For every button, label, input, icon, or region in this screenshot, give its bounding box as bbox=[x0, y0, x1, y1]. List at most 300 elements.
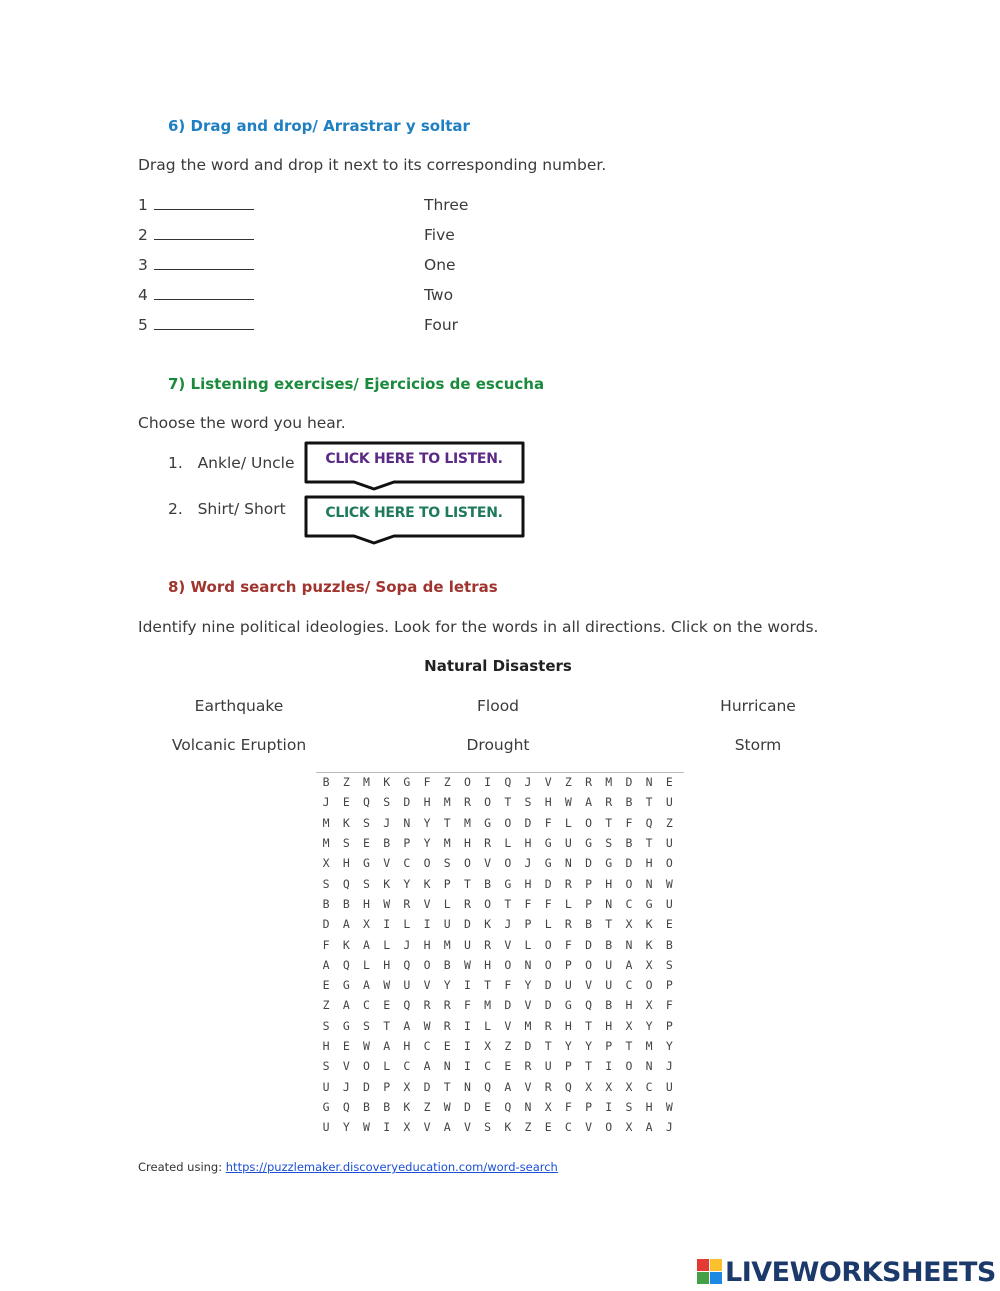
grid-letter[interactable]: N bbox=[403, 815, 411, 830]
grid-letter[interactable]: Q bbox=[585, 998, 592, 1013]
grid-letter[interactable]: H bbox=[625, 998, 633, 1013]
grid-letter[interactable]: S bbox=[524, 795, 532, 810]
grid-letter[interactable]: E bbox=[484, 1099, 492, 1114]
grid-letter[interactable]: D bbox=[625, 856, 633, 871]
grid-letter[interactable]: A bbox=[363, 937, 370, 952]
grid-letter[interactable]: G bbox=[322, 1099, 330, 1114]
grid-letter[interactable]: J bbox=[383, 815, 391, 830]
grid-letter[interactable]: T bbox=[645, 836, 653, 851]
grid-letter[interactable]: U bbox=[564, 978, 572, 993]
listen-button-2[interactable] bbox=[304, 495, 524, 535]
grid-letter[interactable]: R bbox=[484, 836, 492, 851]
grid-letter[interactable]: A bbox=[342, 917, 350, 932]
grid-letter[interactable]: M bbox=[605, 775, 613, 790]
grid-letter[interactable]: T bbox=[463, 876, 471, 891]
grid-letter[interactable]: M bbox=[443, 795, 451, 810]
grid-letter[interactable]: U bbox=[605, 978, 613, 993]
grid-letter[interactable]: R bbox=[605, 795, 613, 810]
grid-letter[interactable]: X bbox=[645, 998, 653, 1013]
grid-letter[interactable]: A bbox=[645, 1120, 653, 1135]
grid-letter[interactable]: X bbox=[544, 1099, 552, 1114]
grid-letter[interactable]: D bbox=[544, 876, 552, 891]
grid-letter[interactable]: R bbox=[423, 998, 431, 1013]
grid-letter[interactable]: D bbox=[625, 775, 633, 790]
grid-letter[interactable]: V bbox=[585, 978, 592, 993]
grid-letter[interactable]: L bbox=[443, 896, 451, 911]
grid-letter[interactable]: Q bbox=[403, 957, 411, 972]
grid-letter[interactable]: H bbox=[605, 876, 613, 891]
grid-letter[interactable]: H bbox=[342, 856, 350, 871]
grid-letter[interactable]: C bbox=[484, 1059, 492, 1074]
grid-letter[interactable]: H bbox=[645, 856, 653, 871]
grid-letter[interactable]: P bbox=[403, 836, 411, 851]
grid-letter[interactable]: I bbox=[383, 917, 391, 932]
grid-letter[interactable]: F bbox=[665, 998, 673, 1013]
grid-letter[interactable]: A bbox=[403, 1018, 411, 1033]
grid-letter[interactable]: I bbox=[463, 1018, 471, 1033]
grid-letter[interactable]: F bbox=[564, 937, 572, 952]
grid-letter[interactable]: B bbox=[383, 836, 391, 851]
grid-letter[interactable]: H bbox=[544, 795, 552, 810]
grid-letter[interactable]: R bbox=[544, 1018, 552, 1033]
grid-letter[interactable]: O bbox=[423, 957, 431, 972]
grid-letter[interactable]: D bbox=[585, 856, 592, 871]
grid-letter[interactable]: D bbox=[585, 937, 592, 952]
grid-letter[interactable]: O bbox=[484, 896, 492, 911]
grid-letter[interactable]: Q bbox=[342, 1099, 350, 1114]
grid-letter[interactable]: S bbox=[605, 836, 613, 851]
grid-letter[interactable]: N bbox=[463, 1079, 471, 1094]
grid-letter[interactable]: S bbox=[322, 1018, 330, 1033]
grid-letter[interactable]: U bbox=[665, 795, 673, 810]
grid-letter[interactable]: V bbox=[504, 1018, 512, 1033]
grid-letter[interactable]: C bbox=[363, 998, 370, 1013]
grid-letter[interactable]: N bbox=[645, 775, 653, 790]
draggable-word[interactable]: Two bbox=[424, 286, 454, 304]
grid-letter[interactable]: O bbox=[544, 937, 552, 952]
grid-letter[interactable]: S bbox=[322, 876, 330, 891]
grid-letter[interactable]: E bbox=[665, 775, 673, 790]
grid-letter[interactable]: S bbox=[363, 876, 370, 891]
grid-letter[interactable]: Q bbox=[403, 998, 411, 1013]
grid-letter[interactable]: H bbox=[423, 795, 431, 810]
grid-letter[interactable]: T bbox=[504, 795, 512, 810]
grid-letter[interactable]: A bbox=[423, 1059, 431, 1074]
grid-letter[interactable]: Q bbox=[484, 1079, 492, 1094]
grid-letter[interactable]: F bbox=[524, 896, 532, 911]
grid-letter[interactable]: Q bbox=[645, 815, 653, 830]
grid-letter[interactable]: G bbox=[645, 896, 653, 911]
grid-letter[interactable]: T bbox=[625, 1039, 633, 1053]
grid-letter[interactable]: N bbox=[564, 856, 572, 871]
grid-letter[interactable]: V bbox=[504, 937, 512, 952]
grid-letter[interactable]: C bbox=[625, 978, 633, 993]
grid-letter[interactable]: P bbox=[585, 876, 592, 891]
grid-letter[interactable]: C bbox=[564, 1120, 572, 1135]
grid-letter[interactable]: K bbox=[504, 1120, 512, 1135]
grid-letter[interactable]: Y bbox=[665, 1039, 673, 1053]
grid-letter[interactable]: I bbox=[484, 775, 492, 790]
grid-letter[interactable]: I bbox=[463, 1039, 471, 1053]
grid-letter[interactable]: P bbox=[383, 1079, 391, 1094]
grid-letter[interactable]: O bbox=[423, 856, 431, 871]
grid-letter[interactable]: F bbox=[504, 978, 512, 993]
grid-letter[interactable]: K bbox=[403, 1099, 411, 1114]
draggable-word[interactable]: Three bbox=[424, 196, 469, 214]
grid-letter[interactable]: W bbox=[463, 957, 471, 972]
grid-letter[interactable]: V bbox=[423, 896, 431, 911]
grid-letter[interactable]: J bbox=[524, 775, 532, 790]
grid-letter[interactable]: E bbox=[342, 1039, 350, 1053]
grid-letter[interactable]: D bbox=[363, 1079, 370, 1094]
grid-letter[interactable]: M bbox=[463, 815, 471, 830]
grid-letter[interactable]: T bbox=[383, 1018, 391, 1033]
grid-letter[interactable]: R bbox=[443, 1018, 451, 1033]
grid-letter[interactable]: X bbox=[403, 1120, 411, 1135]
grid-letter[interactable]: H bbox=[524, 876, 532, 891]
grid-letter[interactable]: N bbox=[524, 957, 532, 972]
grid-letter[interactable]: T bbox=[544, 1039, 552, 1053]
grid-letter[interactable]: T bbox=[585, 1059, 592, 1074]
grid-letter[interactable]: C bbox=[423, 1039, 431, 1053]
grid-letter[interactable]: L bbox=[544, 917, 552, 932]
grid-letter[interactable]: D bbox=[544, 998, 552, 1013]
grid-letter[interactable]: A bbox=[383, 1039, 391, 1053]
grid-letter[interactable]: U bbox=[443, 917, 451, 932]
grid-letter[interactable]: V bbox=[423, 1120, 431, 1135]
grid-letter[interactable]: J bbox=[524, 856, 532, 871]
grid-letter[interactable]: W bbox=[383, 896, 391, 911]
grid-letter[interactable]: O bbox=[585, 815, 592, 830]
grid-letter[interactable]: M bbox=[322, 815, 330, 830]
grid-letter[interactable]: O bbox=[504, 856, 512, 871]
grid-letter[interactable]: S bbox=[342, 836, 350, 851]
grid-letter[interactable]: D bbox=[524, 815, 532, 830]
grid-letter[interactable]: V bbox=[484, 856, 492, 871]
grid-letter[interactable]: C bbox=[645, 1079, 653, 1094]
grid-letter[interactable]: T bbox=[605, 815, 613, 830]
grid-letter[interactable]: R bbox=[463, 896, 471, 911]
grid-letter[interactable]: T bbox=[484, 978, 492, 993]
grid-letter[interactable]: Y bbox=[645, 1018, 653, 1033]
grid-letter[interactable]: L bbox=[524, 937, 532, 952]
draggable-word[interactable]: One bbox=[424, 256, 456, 274]
grid-letter[interactable]: H bbox=[605, 1018, 613, 1033]
grid-letter[interactable]: O bbox=[625, 876, 633, 891]
grid-letter[interactable]: X bbox=[363, 917, 370, 932]
grid-letter[interactable]: R bbox=[443, 998, 451, 1013]
grid-letter[interactable]: P bbox=[443, 876, 451, 891]
grid-letter[interactable]: W bbox=[564, 795, 572, 810]
grid-letter[interactable]: J bbox=[322, 795, 330, 810]
grid-letter[interactable]: U bbox=[463, 937, 471, 952]
grid-letter[interactable]: B bbox=[605, 937, 613, 952]
grid-letter[interactable]: G bbox=[484, 815, 492, 830]
grid-letter[interactable]: N bbox=[605, 896, 613, 911]
grid-letter[interactable]: T bbox=[605, 917, 613, 932]
grid-letter[interactable]: D bbox=[403, 795, 411, 810]
listen-button-1[interactable] bbox=[304, 441, 524, 481]
grid-letter[interactable]: B bbox=[625, 795, 633, 810]
grid-letter[interactable]: Z bbox=[564, 775, 572, 790]
grid-letter[interactable]: Y bbox=[403, 876, 411, 891]
grid-letter[interactable]: O bbox=[605, 1120, 613, 1135]
grid-letter[interactable]: Z bbox=[504, 1039, 512, 1053]
grid-letter[interactable]: M bbox=[484, 998, 492, 1013]
grid-letter[interactable]: Q bbox=[504, 1099, 512, 1114]
grid-letter[interactable]: U bbox=[403, 978, 411, 993]
grid-letter[interactable]: O bbox=[504, 815, 512, 830]
grid-letter[interactable]: A bbox=[363, 978, 370, 993]
grid-letter[interactable]: V bbox=[423, 978, 431, 993]
grid-letter[interactable]: A bbox=[443, 1120, 451, 1135]
grid-letter[interactable]: J bbox=[403, 937, 411, 952]
grid-letter[interactable]: G bbox=[342, 1018, 350, 1033]
grid-letter[interactable]: V bbox=[342, 1059, 350, 1074]
grid-letter[interactable]: M bbox=[443, 836, 451, 851]
grid-letter[interactable]: Q bbox=[342, 957, 350, 972]
grid-letter[interactable]: E bbox=[665, 917, 673, 932]
grid-letter[interactable]: X bbox=[625, 917, 633, 932]
grid-letter[interactable]: E bbox=[363, 836, 370, 851]
grid-letter[interactable]: P bbox=[524, 917, 532, 932]
grid-letter[interactable]: M bbox=[443, 937, 451, 952]
grid-letter[interactable]: V bbox=[524, 998, 532, 1013]
grid-letter[interactable]: R bbox=[544, 1079, 552, 1094]
grid-letter[interactable]: K bbox=[484, 917, 492, 932]
grid-letter[interactable]: Z bbox=[665, 815, 673, 830]
drop-blank-3[interactable] bbox=[154, 257, 254, 270]
grid-letter[interactable]: B bbox=[383, 1099, 391, 1114]
grid-letter[interactable]: C bbox=[625, 896, 633, 911]
grid-letter[interactable]: U bbox=[322, 1079, 330, 1094]
grid-letter[interactable]: S bbox=[383, 795, 391, 810]
grid-letter[interactable]: F bbox=[463, 998, 471, 1013]
grid-letter[interactable]: F bbox=[544, 896, 552, 911]
grid-letter[interactable]: P bbox=[585, 1099, 592, 1114]
grid-letter[interactable]: I bbox=[605, 1099, 613, 1114]
grid-letter[interactable]: I bbox=[463, 1059, 471, 1074]
grid-letter[interactable]: V bbox=[463, 1120, 471, 1135]
grid-letter[interactable]: H bbox=[423, 937, 431, 952]
grid-letter[interactable]: M bbox=[322, 836, 330, 851]
grid-letter[interactable]: H bbox=[383, 957, 391, 972]
grid-letter[interactable]: E bbox=[443, 1039, 451, 1053]
grid-letter[interactable]: L bbox=[383, 1059, 391, 1074]
grid-letter[interactable]: W bbox=[423, 1018, 431, 1033]
grid-letter[interactable]: G bbox=[363, 856, 370, 871]
grid-letter[interactable]: X bbox=[605, 1079, 613, 1094]
grid-letter[interactable]: Z bbox=[342, 775, 350, 790]
grid-letter[interactable]: F bbox=[423, 775, 431, 790]
grid-letter[interactable]: K bbox=[423, 876, 431, 891]
grid-letter[interactable]: S bbox=[322, 1059, 330, 1074]
grid-letter[interactable]: O bbox=[665, 856, 673, 871]
grid-letter[interactable]: O bbox=[363, 1059, 370, 1074]
grid-letter[interactable]: G bbox=[544, 856, 552, 871]
grid-letter[interactable]: L bbox=[564, 896, 572, 911]
grid-letter[interactable]: H bbox=[524, 836, 532, 851]
grid-letter[interactable]: B bbox=[605, 998, 613, 1013]
grid-letter[interactable]: Y bbox=[423, 815, 431, 830]
grid-letter[interactable]: D bbox=[504, 998, 512, 1013]
grid-letter[interactable]: H bbox=[564, 1018, 572, 1033]
grid-letter[interactable]: Q bbox=[342, 876, 350, 891]
grid-letter[interactable]: R bbox=[484, 937, 492, 952]
grid-letter[interactable]: F bbox=[544, 815, 552, 830]
word-search-grid[interactable] bbox=[316, 772, 684, 1137]
grid-letter[interactable]: K bbox=[342, 937, 350, 952]
grid-letter[interactable]: E bbox=[342, 795, 350, 810]
grid-letter[interactable]: S bbox=[363, 815, 370, 830]
grid-letter[interactable]: K bbox=[342, 815, 350, 830]
grid-letter[interactable]: X bbox=[484, 1039, 492, 1053]
grid-letter[interactable]: R bbox=[564, 917, 572, 932]
grid-letter[interactable]: G bbox=[564, 998, 572, 1013]
grid-letter[interactable]: Y bbox=[524, 978, 532, 993]
grid-letter[interactable]: D bbox=[322, 917, 330, 932]
grid-letter[interactable]: L bbox=[363, 957, 370, 972]
grid-letter[interactable]: C bbox=[403, 856, 411, 871]
grid-letter[interactable]: A bbox=[342, 998, 350, 1013]
grid-letter[interactable]: B bbox=[363, 1099, 370, 1114]
grid-letter[interactable]: W bbox=[363, 1120, 370, 1135]
grid-letter[interactable]: K bbox=[645, 937, 653, 952]
grid-letter[interactable]: O bbox=[544, 957, 552, 972]
grid-letter[interactable]: O bbox=[463, 856, 471, 871]
grid-letter[interactable]: E bbox=[383, 998, 391, 1013]
draggable-word[interactable]: Four bbox=[424, 316, 459, 334]
grid-letter[interactable]: H bbox=[463, 836, 471, 851]
grid-letter[interactable]: O bbox=[484, 795, 492, 810]
grid-letter[interactable]: K bbox=[383, 775, 391, 790]
grid-letter[interactable]: X bbox=[403, 1079, 411, 1094]
grid-letter[interactable]: U bbox=[605, 957, 613, 972]
grid-letter[interactable]: A bbox=[504, 1079, 512, 1094]
drop-blank-2[interactable] bbox=[154, 227, 254, 240]
grid-letter[interactable]: G bbox=[504, 876, 512, 891]
grid-letter[interactable]: Y bbox=[443, 978, 451, 993]
grid-letter[interactable]: K bbox=[383, 876, 391, 891]
grid-letter[interactable]: U bbox=[665, 1079, 673, 1094]
grid-letter[interactable]: M bbox=[363, 775, 370, 790]
grid-letter[interactable]: U bbox=[665, 836, 673, 851]
grid-letter[interactable]: R bbox=[585, 775, 592, 790]
grid-letter[interactable]: V bbox=[524, 1079, 532, 1094]
grid-letter[interactable]: B bbox=[322, 775, 330, 790]
grid-letter[interactable]: N bbox=[524, 1099, 532, 1114]
grid-letter[interactable]: G bbox=[585, 836, 592, 851]
grid-letter[interactable]: X bbox=[322, 856, 330, 871]
grid-letter[interactable]: B bbox=[322, 896, 330, 911]
grid-letter[interactable]: S bbox=[443, 856, 451, 871]
grid-letter[interactable]: V bbox=[544, 775, 552, 790]
grid-letter[interactable]: E bbox=[504, 1059, 512, 1074]
grid-letter[interactable]: A bbox=[585, 795, 592, 810]
grid-letter[interactable]: U bbox=[564, 836, 572, 851]
grid-letter[interactable]: Z bbox=[423, 1099, 431, 1114]
grid-letter[interactable]: O bbox=[625, 1059, 633, 1074]
grid-letter[interactable]: Y bbox=[423, 836, 431, 851]
grid-letter[interactable]: B bbox=[443, 957, 451, 972]
grid-letter[interactable]: X bbox=[585, 1079, 592, 1094]
grid-letter[interactable]: D bbox=[463, 917, 471, 932]
grid-letter[interactable]: R bbox=[564, 876, 572, 891]
grid-letter[interactable]: D bbox=[423, 1079, 431, 1094]
grid-letter[interactable]: S bbox=[484, 1120, 492, 1135]
grid-letter[interactable]: O bbox=[585, 957, 592, 972]
grid-letter[interactable]: C bbox=[403, 1059, 411, 1074]
grid-letter[interactable]: B bbox=[665, 937, 673, 952]
grid-letter[interactable]: Z bbox=[322, 998, 330, 1013]
grid-letter[interactable]: M bbox=[645, 1039, 653, 1053]
grid-letter[interactable]: X bbox=[625, 1079, 633, 1094]
grid-letter[interactable]: D bbox=[544, 978, 552, 993]
grid-letter[interactable]: B bbox=[342, 896, 350, 911]
drop-blank-1[interactable] bbox=[154, 197, 254, 210]
grid-letter[interactable]: G bbox=[342, 978, 350, 993]
grid-letter[interactable]: I bbox=[423, 917, 431, 932]
grid-letter[interactable]: P bbox=[605, 1039, 613, 1053]
grid-letter[interactable]: D bbox=[463, 1099, 471, 1114]
grid-letter[interactable]: I bbox=[605, 1059, 613, 1074]
grid-letter[interactable]: Y bbox=[564, 1039, 572, 1053]
grid-letter[interactable]: S bbox=[665, 957, 673, 972]
grid-letter[interactable]: Q bbox=[363, 795, 370, 810]
grid-letter[interactable]: S bbox=[363, 1018, 370, 1033]
grid-letter[interactable]: T bbox=[443, 815, 451, 830]
grid-letter[interactable]: Y bbox=[585, 1039, 592, 1053]
grid-letter[interactable]: A bbox=[322, 957, 330, 972]
grid-letter[interactable]: N bbox=[645, 876, 653, 891]
grid-letter[interactable]: P bbox=[564, 1059, 572, 1074]
grid-letter[interactable]: T bbox=[504, 896, 512, 911]
grid-letter[interactable]: L bbox=[403, 917, 411, 932]
grid-letter[interactable]: L bbox=[564, 815, 572, 830]
grid-letter[interactable]: H bbox=[645, 1099, 653, 1114]
grid-letter[interactable]: S bbox=[625, 1099, 633, 1114]
grid-letter[interactable]: W bbox=[665, 876, 673, 891]
grid-letter[interactable]: O bbox=[645, 978, 653, 993]
grid-letter[interactable]: B bbox=[585, 917, 592, 932]
grid-letter[interactable]: X bbox=[625, 1120, 633, 1135]
grid-letter[interactable]: B bbox=[625, 836, 633, 851]
grid-letter[interactable]: O bbox=[504, 957, 512, 972]
grid-letter[interactable]: U bbox=[322, 1120, 330, 1135]
grid-letter[interactable]: L bbox=[383, 937, 391, 952]
grid-letter[interactable]: J bbox=[665, 1120, 673, 1135]
grid-letter[interactable]: G bbox=[544, 836, 552, 851]
grid-letter[interactable]: M bbox=[524, 1018, 532, 1033]
grid-letter[interactable]: I bbox=[463, 978, 471, 993]
grid-letter[interactable]: N bbox=[645, 1059, 653, 1074]
grid-letter[interactable]: J bbox=[665, 1059, 673, 1074]
grid-letter[interactable]: P bbox=[564, 957, 572, 972]
grid-letter[interactable]: J bbox=[504, 917, 512, 932]
grid-letter[interactable]: P bbox=[585, 896, 592, 911]
grid-letter[interactable]: U bbox=[665, 896, 673, 911]
grid-letter[interactable]: T bbox=[585, 1018, 592, 1033]
grid-letter[interactable]: H bbox=[403, 1039, 411, 1053]
grid-letter[interactable]: F bbox=[322, 937, 330, 952]
grid-letter[interactable]: D bbox=[524, 1039, 532, 1053]
grid-letter[interactable]: Z bbox=[524, 1120, 532, 1135]
drop-blank-4[interactable] bbox=[154, 287, 254, 300]
grid-letter[interactable]: L bbox=[484, 1018, 492, 1033]
grid-letter[interactable]: K bbox=[645, 917, 653, 932]
grid-letter[interactable]: I bbox=[383, 1120, 391, 1135]
grid-letter[interactable]: F bbox=[564, 1099, 572, 1114]
